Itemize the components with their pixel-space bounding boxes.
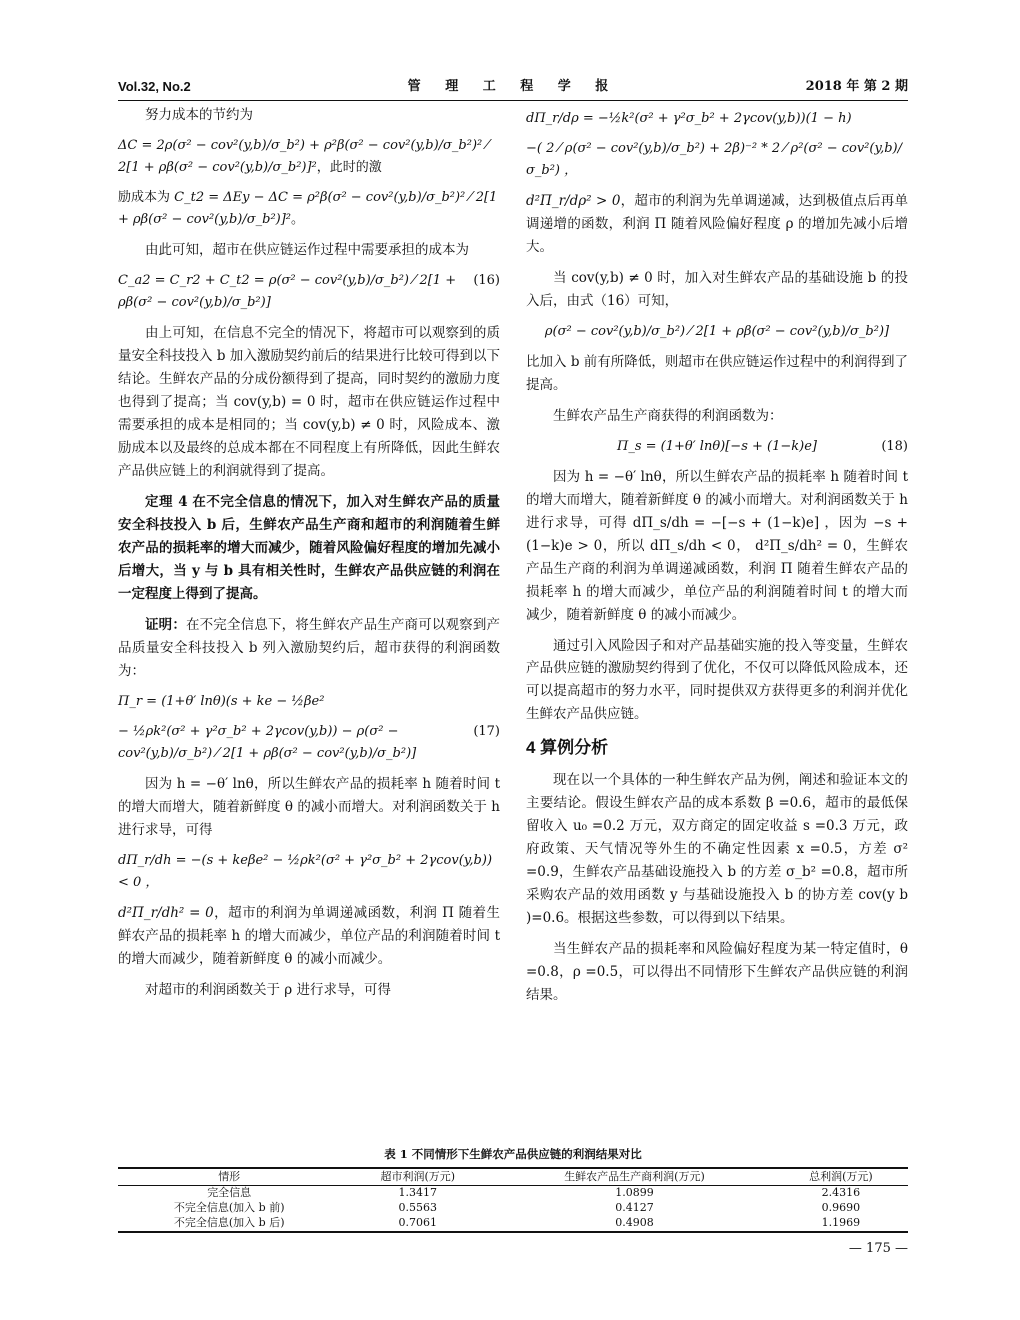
proof-title: 证明：: [145, 616, 186, 633]
paragraph: [118, 902, 500, 971]
formula-text: Π_s = (1+θ′ lnθ)[−s + (1−k)e]: [617, 438, 817, 454]
formula-suffix: 。: [291, 212, 305, 228]
table-header-row: [118, 1168, 908, 1186]
header-rule: [118, 100, 908, 101]
table-row: [118, 1216, 908, 1232]
table-row: [118, 1201, 908, 1216]
journal-name: 管 理 工 程 学 报: [407, 79, 619, 94]
table-cell: 0.4127: [615, 1201, 654, 1215]
equation-number: (17): [473, 723, 500, 739]
column-header: 生鲜农产品生产商利润(万元): [495, 1168, 774, 1186]
paragraph: 通过引入风险因子和对产品基础实施的投入等变量，生鲜农产品供应链的激励契约得到了优化，不仅可以降低风险成本，还可以提高超市的努力水平，同时提供双方获得更多的利润并优化生鲜农产品供应链。: [526, 637, 908, 723]
section-title: 4 算例分析: [526, 738, 609, 758]
table-cell: 1.3417: [398, 1186, 438, 1200]
equation-number: (16): [473, 273, 500, 289]
table-cell: 2.4316: [821, 1186, 861, 1200]
formula-dpr-dh: dΠ_r/dh = −(s + keβe² − ½ρk²(σ² + γ²σ_b² + 2γcov(y,b)) < 0 ，: [118, 852, 493, 890]
equation-number: (18): [881, 438, 908, 454]
paragraph: 由此可知，超市在供应链运作过程中需要承担的成本为: [145, 242, 469, 259]
formula-18: [526, 436, 908, 458]
table-cell: 不完全信息(加入 b 后): [118, 1216, 340, 1232]
theorem-title: 定理 4: [145, 494, 188, 510]
table-cell: 1.0899: [615, 1186, 654, 1200]
right-column: [526, 104, 908, 1015]
theorem-body: 在不完全信息的情况下，加入对生鲜农产品的质量安全科技投入 b 后，生鲜农产品生产商和超市的利润随着生鲜农产品的损耗率的增大而减少，随着风险偏好程度的增加先减小后增大，当 y 与 b 具有相关性时，生鲜农产品供应链的利润在一定程度上得到了提高。: [118, 494, 500, 602]
volume-label: Vol.32, No.2: [118, 79, 191, 94]
inline-formula: d²Π_r/dh² = 0: [118, 904, 214, 921]
table-cell: 0.5563: [398, 1201, 438, 1215]
left-column: [118, 104, 500, 1010]
table-row: [118, 1186, 908, 1201]
formula-ct2: [118, 187, 500, 231]
formula-suffix: ，此时的激: [316, 160, 382, 176]
proof: [118, 614, 500, 683]
running-header: [118, 76, 908, 98]
formula-17a: Π_r = (1+θ′ lnθ)(s + ke − ½βe²: [118, 693, 325, 709]
page-number: — 175 —: [848, 1241, 908, 1256]
table-cell: 1.1969: [774, 1216, 908, 1232]
column-header: 超市利润(万元): [340, 1168, 495, 1186]
paragraph: 因为 h = −θ′ lnθ，所以生鲜农产品的损耗率 h 随着时间 t 的增大而增大，随着新鲜度 θ 的减小而增大。对利润函数关于 h 进行求导，可得: [118, 775, 500, 838]
paragraph: 比加入 b 前有所降低，则超市在供应链运作过程中的利润得到了提高。: [526, 354, 908, 393]
formula-text: ΔC = 2ρ(σ² − cov²(y,b)/σ_b²) + ρ²β(σ² − cov²(y,b)/σ_b²)² ⁄ 2[1 + ρβ(σ² − cov²(y,b)/σ_b²)]²: [118, 137, 489, 176]
table-cell: 0.4908: [495, 1216, 774, 1232]
paragraph-body: ，超市的利润为先单调递减，达到极值点后再单调递增的函数，利润 Π 随着风险偏好程度 ρ 的增加先减小后增大。: [526, 193, 909, 256]
formula-ratio: ρ(σ² − cov²(y,b)/σ_b²) ⁄ 2[1 + ρβ(σ² − cov²(y,b)/σ_b²)]: [544, 323, 890, 339]
table-cell: 0.9690: [821, 1201, 861, 1215]
paragraph: 生鲜农产品生产商获得的利润函数为：: [553, 407, 783, 424]
column-header: 总利润(万元): [774, 1168, 908, 1186]
formula-text: C_a2 = C_r2 + C_t2 = ρ(σ² − cov²(y,b)/σ_b²) ⁄ 2[1 + ρβ(σ² − cov²(y,b)/σ_b²)]: [118, 273, 457, 311]
paragraph: 对超市的利润函数关于 ρ 进行求导，可得: [145, 981, 392, 998]
paragraph: 现在以一个具体的一种生鲜农产品为例，阐述和验证本文的主要结论。假设生鲜农产品的成本系数 β =0.6，超市的最低保留收入 u₀ =0.2 万元，双方商定的固定收益 s =0.3 万元，政府政策、天气情况等外生的不确定性因素 x =0.5，方差 σ² =0.9，生鲜农产品基础设施投入 b 的方差 σ_b² =0.8，超市所采购农产品的效用函数 y 与基础设施投入 b 的协方差 cov(y b )=0.6。根据这些参数，可以得到以下结果。: [526, 772, 908, 926]
table-cell: 完全信息: [207, 1186, 252, 1200]
paragraph: 由上可知，在信息不完全的情况下，将超市可以观察到的质量安全科技投入 b 加入激励契约前后的结果进行比较可得到以下结论。生鲜农产品的分成份额得到了提高，同时契约的激励力度也得到了提高；当 cov(y,b) = 0 时，超市在供应链运作过程中需要承担的成本是相同的；当 cov(y,b) ≠ 0 时，风险成本、激励成本以及最终的总成本都在不同程度上有所降低，因此生鲜农产品供应链上的利润就得到了提高。: [118, 325, 500, 480]
issue-date: 2018 年 第 2 期: [805, 79, 908, 94]
formula-prefix: 励成本为: [118, 190, 171, 206]
table-title: 表 1 不同情形下生鲜农产品供应链的利润结果对比: [384, 1147, 642, 1161]
paragraph: 努力成本的节约为: [145, 107, 253, 123]
proof-body: 在不完全信息下，将生鲜农产品生产商可以观察到产品质量安全科技投入 b 列入激励契约后，超市获得的利润函数为：: [118, 616, 501, 679]
paragraph: [526, 190, 908, 259]
paragraph: 当 cov(y,b) ≠ 0 时，加入对生鲜农产品的基础设施 b 的投入后，由式（16）可知，: [526, 270, 908, 310]
formula-drho-a: dΠ_r/dρ = −½k²(σ² + γ²σ_b² + 2γcov(y,b))(1 − h): [526, 111, 852, 126]
theorem-4: [118, 491, 500, 606]
paragraph: 当生鲜农产品的损耗率和风险偏好程度为某一特定值时，θ =0.8，ρ =0.5，可以得出不同情形下生鲜农产品供应链的利润结果。: [526, 940, 908, 1003]
column-header: 情形: [118, 1168, 340, 1186]
formula-text: C_t2 = ΔEy − ΔC = ρ²β(σ² − cov²(y,b)/σ_b²)² ⁄ 2[1 + ρβ(σ² − cov²(y,b)/σ_b²)]²: [118, 190, 498, 228]
formula-text: − ½ρk²(σ² + γ²σ_b² + 2γcov(y,b)) − ρ(σ² − cov²(y,b)/σ_b²) ⁄ 2[1 + ρβ(σ² − cov²(y,b)/σ_b²)]: [118, 723, 417, 761]
paragraph-body: ，超市的利润为单调递减函数，利润 Π 随着生鲜农产品的损耗率 h 的增大而减少，单位产品的利润随着时间 t 的增大而减少，随着新鲜度 θ 的减小而减少。: [118, 904, 501, 967]
results-table: [118, 1167, 908, 1233]
formula-drho-b: −( 2 ⁄ ρ(σ² − cov²(y,b)/σ_b²) + 2β)⁻² * 2 ⁄ ρ²(σ² − cov²(y,b)/σ_b²) ，: [526, 141, 902, 179]
formula-delta-c: [118, 135, 500, 179]
table-cell: 0.7061: [340, 1216, 495, 1232]
inline-formula: d²Π_r/dρ² > 0: [526, 193, 621, 210]
formula-17b: [118, 721, 500, 765]
table-cell: 不完全信息(加入 b 前): [173, 1201, 285, 1215]
paragraph: 因为 h = −θ′ lnθ，所以生鲜农产品的损耗率 h 随着时间 t 的增大而增大，随着新鲜度 θ 的减小而增大。对利润函数关于 h 进行求导，可得 dΠ_s/dh = −[−s + (1−k)e] ，因为 −s + (1−k)e > 0，所以 dΠ_s/dh < 0， d²Π_s/dh² = 0，生鲜农产品生产商的利润为单调递减函数，利润 Π 随着生鲜农产品的损耗率 h 的增大而减少，单位产品的利润随着时间 t 的增大而减少，随着新鲜度 θ 的减小而减少。: [526, 468, 908, 623]
formula-16: [118, 270, 500, 314]
results-table-block: [118, 1145, 908, 1233]
